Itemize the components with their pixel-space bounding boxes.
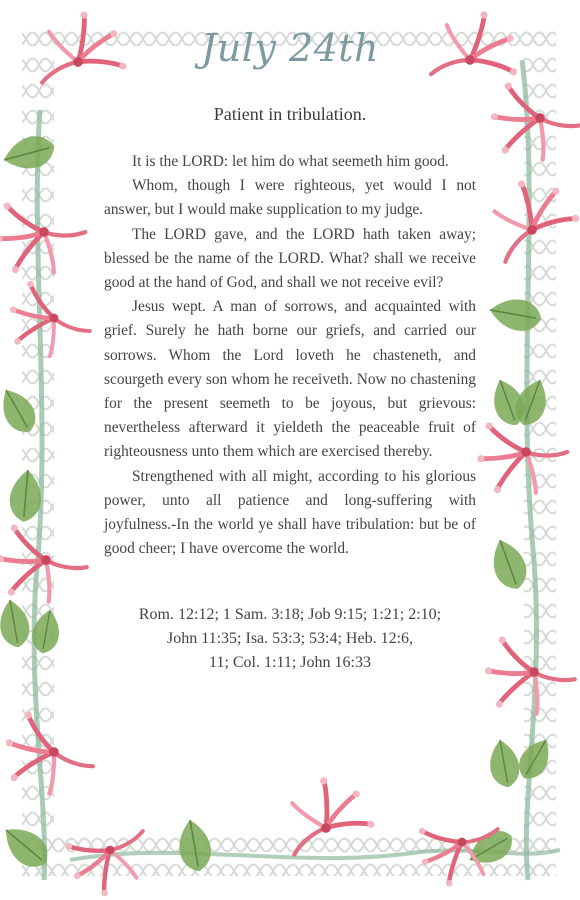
scripture-paragraph: Strengthened with all might, according to his glorious power, unto all patience and long-suffering with joyfulness.-In the world ye shall have tribulation: but be of good cheer; I have overcome the world. [104, 467, 476, 558]
date-heading: July 24th [200, 26, 379, 70]
scripture-references [104, 603, 476, 675]
reference-line: John 11:35; Isa. 53:3; 53:4; Heb. 12:6, [166, 630, 414, 648]
scripture-paragraph: The LORD gave, and the LORD hath taken away; blessed be the name of the LORD. What? shall we receive good at the hand of God, and shall we not receive evil? [104, 225, 476, 292]
scripture-paragraph: It is the LORD: let him do what seemeth him good. [132, 153, 449, 170]
scripture-paragraph: Whom, though I were righteous, yet would I not answer, but I would make supplication to my judge. [104, 177, 476, 219]
page-subtitle: Patient in tribulation. [213, 104, 367, 124]
scripture-text [104, 150, 476, 561]
scripture-paragraph: Jesus wept. A man of sorrows, and acquainted with grief. Surely he hath borne our griefs, and carried our sorrows. Whom the Lord loveth he chasteneth, and scourgeth every son whom he receiveth. Now no chastening for the present seemeth to be joyous, but grievous: nevertheless afterward it yieldeth the peaceable fruit of righteousness unto them which are exercised thereby. [104, 298, 476, 461]
reference-line: Rom. 12:12; 1 Sam. 3:18; Job 9:15; 1:21; 2:10; [138, 606, 442, 624]
devotional-content [104, 0, 476, 675]
reference-line: 11; Col. 1:11; John 16:33 [209, 654, 371, 672]
